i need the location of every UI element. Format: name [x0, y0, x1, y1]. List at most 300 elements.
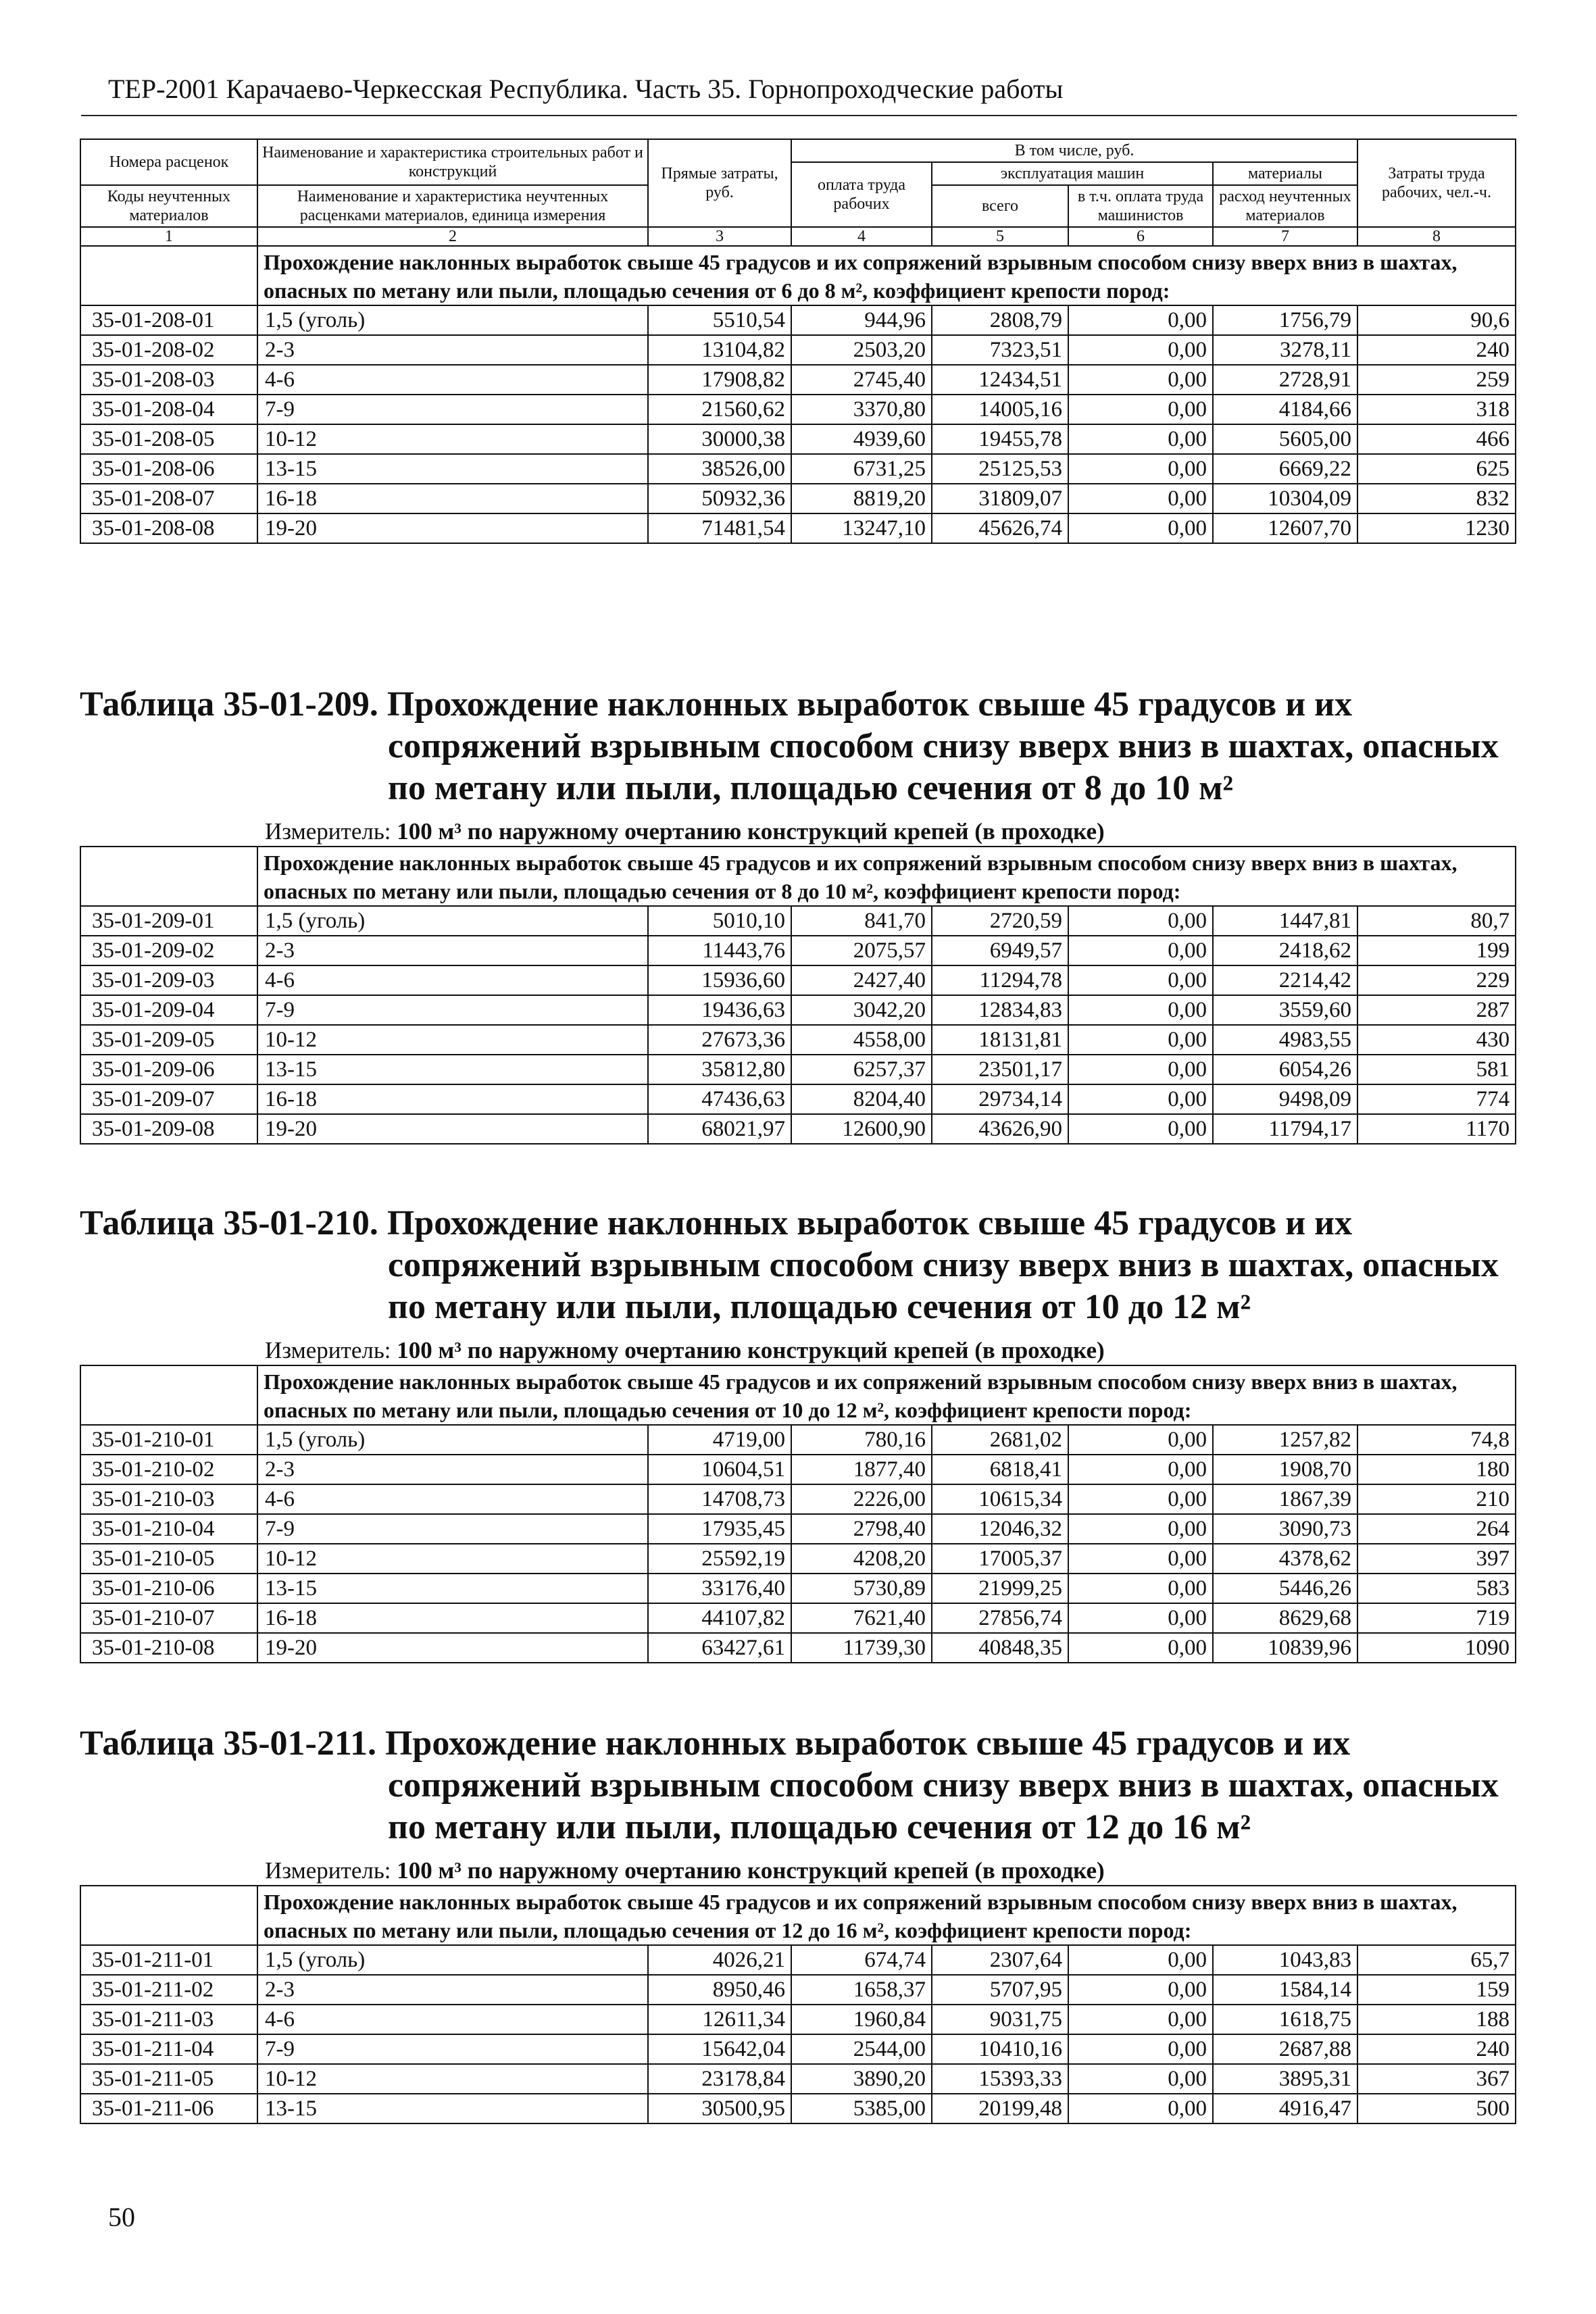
rate-code-cell: 35-01-208-05 — [80, 424, 257, 454]
measure-211: Измеритель: 100 м³ по наружному очертанию конструкций крепей (в проходке) — [265, 1857, 1105, 1884]
table-row — [80, 424, 1516, 454]
rate-code-cell: 35-01-209-08 — [80, 1114, 257, 1144]
material-use-cell: 4378,62 — [1213, 1544, 1357, 1574]
machinist-pay-cell: 0,00 — [1068, 513, 1213, 543]
machinist-pay-cell: 0,00 — [1068, 365, 1213, 395]
worker-pay-cell: 4208,20 — [791, 1544, 932, 1574]
rock-hardness-cell: 16-18 — [257, 1603, 648, 1633]
rate-code-cell: 35-01-210-07 — [80, 1603, 257, 1633]
machines-total-cell: 31809,07 — [932, 484, 1068, 513]
labor-hours-cell: 1090 — [1357, 1633, 1516, 1663]
labor-hours-cell: 159 — [1357, 1975, 1516, 2005]
table-body-208 — [80, 246, 1516, 543]
rate-code-cell: 35-01-208-06 — [80, 454, 257, 484]
rate-code-cell: 35-01-211-01 — [80, 1945, 257, 1975]
direct-costs-cell: 14708,73 — [648, 1484, 791, 1514]
machines-total-cell: 23501,17 — [932, 1055, 1068, 1084]
col-number: 5 — [932, 227, 1068, 246]
machines-total-cell: 5707,95 — [932, 1975, 1068, 2005]
worker-pay-cell: 12600,90 — [791, 1114, 932, 1144]
worker-pay-cell: 2427,40 — [791, 965, 932, 995]
rate-code-cell: 35-01-210-06 — [80, 1574, 257, 1603]
direct-costs-cell: 30000,38 — [648, 424, 791, 454]
worker-pay-cell: 780,16 — [791, 1425, 932, 1455]
rate-code-cell: 35-01-209-04 — [80, 995, 257, 1025]
rate-code-cell: 35-01-211-05 — [80, 2064, 257, 2094]
rock-hardness-cell: 16-18 — [257, 484, 648, 513]
rock-hardness-cell: 19-20 — [257, 513, 648, 543]
col-header-worker-pay: оплата труда рабочих — [791, 162, 932, 227]
col-number: 2 — [257, 227, 648, 246]
labor-hours-cell: 80,7 — [1357, 906, 1516, 936]
rock-hardness-cell: 16-18 — [257, 1084, 648, 1114]
rate-code-cell: 35-01-208-07 — [80, 484, 257, 513]
col-header-work-name: Наименование и характеристика строительных работ и конструкций — [257, 139, 648, 185]
rock-hardness-cell: 7-9 — [257, 1514, 648, 1544]
table-title-211: Таблица 35-01-211. Прохождение наклонных выработок свыше 45 градусов и их сопряжений взрывным способом снизу вверх вниз в шахтах, опасных по метану или пыли, площадью сечения от 12 до 16 м² — [80, 1724, 1499, 1846]
worker-pay-cell: 6257,37 — [791, 1055, 932, 1084]
machinist-pay-cell: 0,00 — [1068, 1945, 1213, 1975]
worker-pay-cell: 2544,00 — [791, 2034, 932, 2064]
material-use-cell: 9498,09 — [1213, 1084, 1357, 1114]
labor-hours-cell: 774 — [1357, 1084, 1516, 1114]
machinist-pay-cell: 0,00 — [1068, 454, 1213, 484]
material-use-cell: 4184,66 — [1213, 395, 1357, 424]
table-row — [80, 1633, 1516, 1663]
rate-code-cell: 35-01-211-03 — [80, 2005, 257, 2034]
machines-total-cell: 18131,81 — [932, 1025, 1068, 1055]
table-row — [80, 335, 1516, 365]
rates-table-211 — [80, 1885, 1516, 2124]
direct-costs-cell: 13104,82 — [648, 335, 791, 365]
worker-pay-cell: 841,70 — [791, 906, 932, 936]
machines-total-cell: 25125,53 — [932, 454, 1068, 484]
machinist-pay-cell: 0,00 — [1068, 1484, 1213, 1514]
material-use-cell: 1908,70 — [1213, 1455, 1357, 1484]
worker-pay-cell: 2745,40 — [791, 365, 932, 395]
rates-table-208 — [80, 139, 1516, 544]
direct-costs-cell: 15936,60 — [648, 965, 791, 995]
rate-code-cell: 35-01-208-01 — [80, 305, 257, 335]
labor-hours-cell: 199 — [1357, 936, 1516, 965]
col-header-group: В том числе, руб. — [791, 139, 1357, 162]
rock-hardness-cell: 2-3 — [257, 1455, 648, 1484]
worker-pay-cell: 4558,00 — [791, 1025, 932, 1055]
table-row — [80, 1425, 1516, 1455]
labor-hours-cell: 188 — [1357, 2005, 1516, 2034]
table-row — [80, 1945, 1516, 1975]
table-title-209: Таблица 35-01-209. Прохождение наклонных выработок свыше 45 градусов и их сопряжений взрывным способом снизу вверх вниз в шахтах, опасных по метану или пыли, площадью сечения от 8 до 10 м² — [80, 685, 1499, 807]
measure-210: Измеритель: 100 м³ по наружному очертанию конструкций крепей (в проходке) — [265, 1337, 1105, 1363]
table-row — [80, 1484, 1516, 1514]
labor-hours-cell: 625 — [1357, 454, 1516, 484]
worker-pay-cell: 2226,00 — [791, 1484, 932, 1514]
table-row — [80, 965, 1516, 995]
direct-costs-cell: 50932,36 — [648, 484, 791, 513]
machines-total-cell: 45626,74 — [932, 513, 1068, 543]
material-use-cell: 8629,68 — [1213, 1603, 1357, 1633]
labor-hours-cell: 318 — [1357, 395, 1516, 424]
rate-code-cell: 35-01-210-01 — [80, 1425, 257, 1455]
table-row — [80, 305, 1516, 335]
table-description: Прохождение наклонных выработок свыше 45 градусов и их сопряжений взрывным способом снизу вверх вниз в шахтах, опасных по метану или пыли, площадью сечения от 10 до 12 м², коэффициент крепости пород: — [257, 1365, 1516, 1425]
material-use-cell: 2214,42 — [1213, 965, 1357, 995]
direct-costs-cell: 25592,19 — [648, 1544, 791, 1574]
description-row — [80, 847, 1516, 906]
labor-hours-cell: 229 — [1357, 965, 1516, 995]
machinist-pay-cell: 0,00 — [1068, 1114, 1213, 1144]
machines-total-cell: 20199,48 — [932, 2094, 1068, 2123]
direct-costs-cell: 4026,21 — [648, 1945, 791, 1975]
labor-hours-cell: 90,6 — [1357, 305, 1516, 335]
rate-code-cell: 35-01-210-08 — [80, 1633, 257, 1663]
table-description: Прохождение наклонных выработок свыше 45 градусов и их сопряжений взрывным способом снизу вверх вниз в шахтах, опасных по метану или пыли, площадью сечения от 12 до 16 м², коэффициент крепости пород: — [257, 1886, 1516, 1945]
machinist-pay-cell: 0,00 — [1068, 965, 1213, 995]
material-use-cell: 4983,55 — [1213, 1025, 1357, 1055]
rates-table-210 — [80, 1365, 1516, 1663]
table-row — [80, 2094, 1516, 2123]
table-row — [80, 1574, 1516, 1603]
labor-hours-cell: 500 — [1357, 2094, 1516, 2123]
description-spacer — [80, 246, 257, 305]
worker-pay-cell: 2503,20 — [791, 335, 932, 365]
rock-hardness-cell: 13-15 — [257, 1574, 648, 1603]
rock-hardness-cell: 13-15 — [257, 2094, 648, 2123]
machinist-pay-cell: 0,00 — [1068, 424, 1213, 454]
labor-hours-cell: 466 — [1357, 424, 1516, 454]
machines-total-cell: 2720,59 — [932, 906, 1068, 936]
table-block-210 — [80, 1203, 1515, 1663]
machines-total-cell: 12834,83 — [932, 995, 1068, 1025]
table-row — [80, 936, 1516, 965]
machines-total-cell: 2808,79 — [932, 305, 1068, 335]
worker-pay-cell: 1877,40 — [791, 1455, 932, 1484]
header-rule — [81, 115, 1517, 116]
direct-costs-cell: 63427,61 — [648, 1633, 791, 1663]
table-row — [80, 1055, 1516, 1084]
worker-pay-cell: 4939,60 — [791, 424, 932, 454]
rates-table-209 — [80, 846, 1516, 1145]
direct-costs-cell: 17908,82 — [648, 365, 791, 395]
rate-code-cell: 35-01-209-02 — [80, 936, 257, 965]
material-use-cell: 10304,09 — [1213, 484, 1357, 513]
table-title-210: Таблица 35-01-210. Прохождение наклонных выработок свыше 45 градусов и их сопряжений взрывным способом снизу вверх вниз в шахтах, опасных по метану или пыли, площадью сечения от 10 до 12 м² — [80, 1204, 1499, 1326]
table-body-209 — [80, 847, 1516, 1144]
direct-costs-cell: 38526,00 — [648, 454, 791, 484]
direct-costs-cell: 44107,82 — [648, 1603, 791, 1633]
material-use-cell: 5605,00 — [1213, 424, 1357, 454]
table-body-210 — [80, 1365, 1516, 1663]
rate-code-cell: 35-01-210-02 — [80, 1455, 257, 1484]
col-header-machinist-pay: в т.ч. оплата труда машинистов — [1068, 185, 1213, 227]
table-block-209 — [80, 684, 1515, 1145]
machines-total-cell: 9031,75 — [932, 2005, 1068, 2034]
material-use-cell: 3895,31 — [1213, 2064, 1357, 2094]
labor-hours-cell: 287 — [1357, 995, 1516, 1025]
material-use-cell: 10839,96 — [1213, 1633, 1357, 1663]
rate-code-cell: 35-01-209-03 — [80, 965, 257, 995]
table-block-211 — [80, 1723, 1515, 2124]
machines-total-cell: 6818,41 — [932, 1455, 1068, 1484]
rock-hardness-cell: 13-15 — [257, 1055, 648, 1084]
material-use-cell: 1584,14 — [1213, 1975, 1357, 2005]
worker-pay-cell: 3370,80 — [791, 395, 932, 424]
rate-code-cell: 35-01-208-03 — [80, 365, 257, 395]
rock-hardness-cell: 1,5 (уголь) — [257, 1425, 648, 1455]
col-number: 4 — [791, 227, 932, 246]
col-header-rate-number: Номера расценок — [80, 139, 257, 185]
machinist-pay-cell: 0,00 — [1068, 1544, 1213, 1574]
table-row — [80, 484, 1516, 513]
table-row — [80, 995, 1516, 1025]
machines-total-cell: 29734,14 — [932, 1084, 1068, 1114]
description-spacer — [80, 847, 257, 906]
table-row — [80, 1975, 1516, 2005]
col-number: 3 — [648, 227, 791, 246]
table-row — [80, 1114, 1516, 1144]
material-use-cell: 2418,62 — [1213, 936, 1357, 965]
direct-costs-cell: 11443,76 — [648, 936, 791, 965]
machinist-pay-cell: 0,00 — [1068, 2064, 1213, 2094]
rock-hardness-cell: 10-12 — [257, 1025, 648, 1055]
direct-costs-cell: 19436,63 — [648, 995, 791, 1025]
labor-hours-cell: 1230 — [1357, 513, 1516, 543]
table-header — [80, 139, 1516, 246]
col-header-material-names: Наименование и характеристика неучтенных расценками материалов, единица измерения — [257, 185, 648, 227]
machines-total-cell: 40848,35 — [932, 1633, 1068, 1663]
rock-hardness-cell: 1,5 (уголь) — [257, 1945, 648, 1975]
material-use-cell: 4916,47 — [1213, 2094, 1357, 2123]
machinist-pay-cell: 0,00 — [1068, 1084, 1213, 1114]
machines-total-cell: 10615,34 — [932, 1484, 1068, 1514]
direct-costs-cell: 5010,10 — [648, 906, 791, 936]
col-header-materials: материалы — [1213, 162, 1357, 185]
col-header-material-codes: Коды неучтенных материалов — [80, 185, 257, 227]
labor-hours-cell: 65,7 — [1357, 1945, 1516, 1975]
machines-total-cell: 7323,51 — [932, 335, 1068, 365]
labor-hours-cell: 430 — [1357, 1025, 1516, 1055]
description-spacer — [80, 1886, 257, 1945]
worker-pay-cell: 6731,25 — [791, 454, 932, 484]
machines-total-cell: 17005,37 — [932, 1544, 1068, 1574]
material-use-cell: 1257,82 — [1213, 1425, 1357, 1455]
worker-pay-cell: 1658,37 — [791, 1975, 932, 2005]
rock-hardness-cell: 7-9 — [257, 995, 648, 1025]
machinist-pay-cell: 0,00 — [1068, 936, 1213, 965]
worker-pay-cell: 944,96 — [791, 305, 932, 335]
direct-costs-cell: 71481,54 — [648, 513, 791, 543]
measure-209: Измеритель: 100 м³ по наружному очертанию конструкций крепей (в проходке) — [265, 818, 1105, 845]
machinist-pay-cell: 0,00 — [1068, 2094, 1213, 2123]
rock-hardness-cell: 19-20 — [257, 1633, 648, 1663]
col-number: 6 — [1068, 227, 1213, 246]
table-body-211 — [80, 1886, 1516, 2123]
worker-pay-cell: 7621,40 — [791, 1603, 932, 1633]
rate-code-cell: 35-01-211-04 — [80, 2034, 257, 2064]
col-header-direct-costs: Прямые затраты, руб. — [648, 139, 791, 227]
worker-pay-cell: 2075,57 — [791, 936, 932, 965]
worker-pay-cell: 13247,10 — [791, 513, 932, 543]
rate-code-cell: 35-01-210-03 — [80, 1484, 257, 1514]
page-header: ТЕР-2001 Карачаево-Черкесская Республика. Часть 35. Горнопроходческие работы — [108, 74, 1064, 104]
material-use-cell: 12607,70 — [1213, 513, 1357, 543]
worker-pay-cell: 11739,30 — [791, 1633, 932, 1663]
machinist-pay-cell: 0,00 — [1068, 906, 1213, 936]
col-header-machines: эксплуатация машин — [932, 162, 1213, 185]
material-use-cell: 1867,39 — [1213, 1484, 1357, 1514]
description-row — [80, 1886, 1516, 1945]
labor-hours-cell: 210 — [1357, 1484, 1516, 1514]
rate-code-cell: 35-01-211-02 — [80, 1975, 257, 2005]
labor-hours-cell: 259 — [1357, 365, 1516, 395]
machinist-pay-cell: 0,00 — [1068, 1574, 1213, 1603]
labor-hours-cell: 832 — [1357, 484, 1516, 513]
description-row — [80, 1365, 1516, 1425]
rate-code-cell: 35-01-209-06 — [80, 1055, 257, 1084]
table-row — [80, 365, 1516, 395]
direct-costs-cell: 68021,97 — [648, 1114, 791, 1144]
table-row — [80, 2064, 1516, 2094]
worker-pay-cell: 5385,00 — [791, 2094, 932, 2123]
table-row — [80, 513, 1516, 543]
rock-hardness-cell: 4-6 — [257, 1484, 648, 1514]
labor-hours-cell: 397 — [1357, 1544, 1516, 1574]
labor-hours-cell: 719 — [1357, 1603, 1516, 1633]
table-description: Прохождение наклонных выработок свыше 45 градусов и их сопряжений взрывным способом снизу вверх вниз в шахтах, опасных по метану или пыли, площадью сечения от 8 до 10 м², коэффициент крепости пород: — [257, 847, 1516, 906]
material-use-cell: 2687,88 — [1213, 2034, 1357, 2064]
table-description: Прохождение наклонных выработок свыше 45 градусов и их сопряжений взрывным способом снизу вверх вниз в шахтах, опасных по метану или пыли, площадью сечения от 6 до 8 м², коэффициент крепости пород: — [257, 246, 1516, 305]
machines-total-cell: 2681,02 — [932, 1425, 1068, 1455]
col-header-machines-total: всего — [932, 185, 1068, 227]
direct-costs-cell: 30500,95 — [648, 2094, 791, 2123]
machines-total-cell: 12434,51 — [932, 365, 1068, 395]
col-number: 1 — [80, 227, 257, 246]
direct-costs-cell: 5510,54 — [648, 305, 791, 335]
material-use-cell: 1756,79 — [1213, 305, 1357, 335]
machines-total-cell: 21999,25 — [932, 1574, 1068, 1603]
table-row — [80, 2005, 1516, 2034]
machinist-pay-cell: 0,00 — [1068, 1975, 1213, 2005]
direct-costs-cell: 4719,00 — [648, 1425, 791, 1455]
labor-hours-cell: 180 — [1357, 1455, 1516, 1484]
rate-code-cell: 35-01-210-05 — [80, 1544, 257, 1574]
rock-hardness-cell: 1,5 (уголь) — [257, 906, 648, 936]
rock-hardness-cell: 2-3 — [257, 335, 648, 365]
machinist-pay-cell: 0,00 — [1068, 484, 1213, 513]
machines-total-cell: 6949,57 — [932, 936, 1068, 965]
labor-hours-cell: 264 — [1357, 1514, 1516, 1544]
machines-total-cell: 15393,33 — [932, 2064, 1068, 2094]
material-use-cell: 6054,26 — [1213, 1055, 1357, 1084]
machinist-pay-cell: 0,00 — [1068, 1514, 1213, 1544]
worker-pay-cell: 5730,89 — [791, 1574, 932, 1603]
labor-hours-cell: 1170 — [1357, 1114, 1516, 1144]
rate-code-cell: 35-01-209-01 — [80, 906, 257, 936]
rock-hardness-cell: 10-12 — [257, 424, 648, 454]
direct-costs-cell: 23178,84 — [648, 2064, 791, 2094]
rock-hardness-cell: 2-3 — [257, 936, 648, 965]
direct-costs-cell: 47436,63 — [648, 1084, 791, 1114]
machinist-pay-cell: 0,00 — [1068, 1603, 1213, 1633]
direct-costs-cell: 17935,45 — [648, 1514, 791, 1544]
rate-code-cell: 35-01-208-08 — [80, 513, 257, 543]
rate-code-cell: 35-01-208-04 — [80, 395, 257, 424]
material-use-cell: 1447,81 — [1213, 906, 1357, 936]
machinist-pay-cell: 0,00 — [1068, 1025, 1213, 1055]
worker-pay-cell: 1960,84 — [791, 2005, 932, 2034]
rock-hardness-cell: 4-6 — [257, 2005, 648, 2034]
machinist-pay-cell: 0,00 — [1068, 395, 1213, 424]
machines-total-cell: 12046,32 — [932, 1514, 1068, 1544]
machines-total-cell: 27856,74 — [932, 1603, 1068, 1633]
direct-costs-cell: 12611,34 — [648, 2005, 791, 2034]
worker-pay-cell: 8819,20 — [791, 484, 932, 513]
labor-hours-cell: 74,8 — [1357, 1425, 1516, 1455]
labor-hours-cell: 581 — [1357, 1055, 1516, 1084]
machines-total-cell: 11294,78 — [932, 965, 1068, 995]
table-row — [80, 395, 1516, 424]
machinist-pay-cell: 0,00 — [1068, 2034, 1213, 2064]
worker-pay-cell: 2798,40 — [791, 1514, 932, 1544]
machinist-pay-cell: 0,00 — [1068, 1055, 1213, 1084]
material-use-cell: 1043,83 — [1213, 1945, 1357, 1975]
table-row — [80, 1455, 1516, 1484]
worker-pay-cell: 8204,40 — [791, 1084, 932, 1114]
rate-code-cell: 35-01-210-04 — [80, 1514, 257, 1544]
material-use-cell: 2728,91 — [1213, 365, 1357, 395]
rock-hardness-cell: 13-15 — [257, 454, 648, 484]
direct-costs-cell: 10604,51 — [648, 1455, 791, 1484]
machines-total-cell: 2307,64 — [932, 1945, 1068, 1975]
table-row — [80, 906, 1516, 936]
table-row — [80, 2034, 1516, 2064]
material-use-cell: 11794,17 — [1213, 1114, 1357, 1144]
direct-costs-cell: 21560,62 — [648, 395, 791, 424]
labor-hours-cell: 240 — [1357, 2034, 1516, 2064]
col-header-labor-hours: Затраты труда рабочих, чел.-ч. — [1357, 139, 1516, 227]
machinist-pay-cell: 0,00 — [1068, 995, 1213, 1025]
machinist-pay-cell: 0,00 — [1068, 1425, 1213, 1455]
rock-hardness-cell: 4-6 — [257, 365, 648, 395]
table-row — [80, 1084, 1516, 1114]
machinist-pay-cell: 0,00 — [1068, 305, 1213, 335]
machinist-pay-cell: 0,00 — [1068, 1455, 1213, 1484]
table-row — [80, 1514, 1516, 1544]
machines-total-cell: 14005,16 — [932, 395, 1068, 424]
direct-costs-cell: 15642,04 — [648, 2034, 791, 2064]
machines-total-cell: 43626,90 — [932, 1114, 1068, 1144]
table-row — [80, 454, 1516, 484]
table-row — [80, 1544, 1516, 1574]
rate-code-cell: 35-01-209-07 — [80, 1084, 257, 1114]
worker-pay-cell: 674,74 — [791, 1945, 932, 1975]
worker-pay-cell: 3890,20 — [791, 2064, 932, 2094]
labor-hours-cell: 240 — [1357, 335, 1516, 365]
direct-costs-cell: 27673,36 — [648, 1025, 791, 1055]
rate-code-cell: 35-01-211-06 — [80, 2094, 257, 2123]
direct-costs-cell: 8950,46 — [648, 1975, 791, 2005]
material-use-cell: 5446,26 — [1213, 1574, 1357, 1603]
material-use-cell: 6669,22 — [1213, 454, 1357, 484]
rock-hardness-cell: 10-12 — [257, 2064, 648, 2094]
material-use-cell: 3090,73 — [1213, 1514, 1357, 1544]
machinist-pay-cell: 0,00 — [1068, 335, 1213, 365]
rock-hardness-cell: 7-9 — [257, 2034, 648, 2064]
rate-code-cell: 35-01-208-02 — [80, 335, 257, 365]
col-number: 8 — [1357, 227, 1516, 246]
labor-hours-cell: 367 — [1357, 2064, 1516, 2094]
direct-costs-cell: 35812,80 — [648, 1055, 791, 1084]
